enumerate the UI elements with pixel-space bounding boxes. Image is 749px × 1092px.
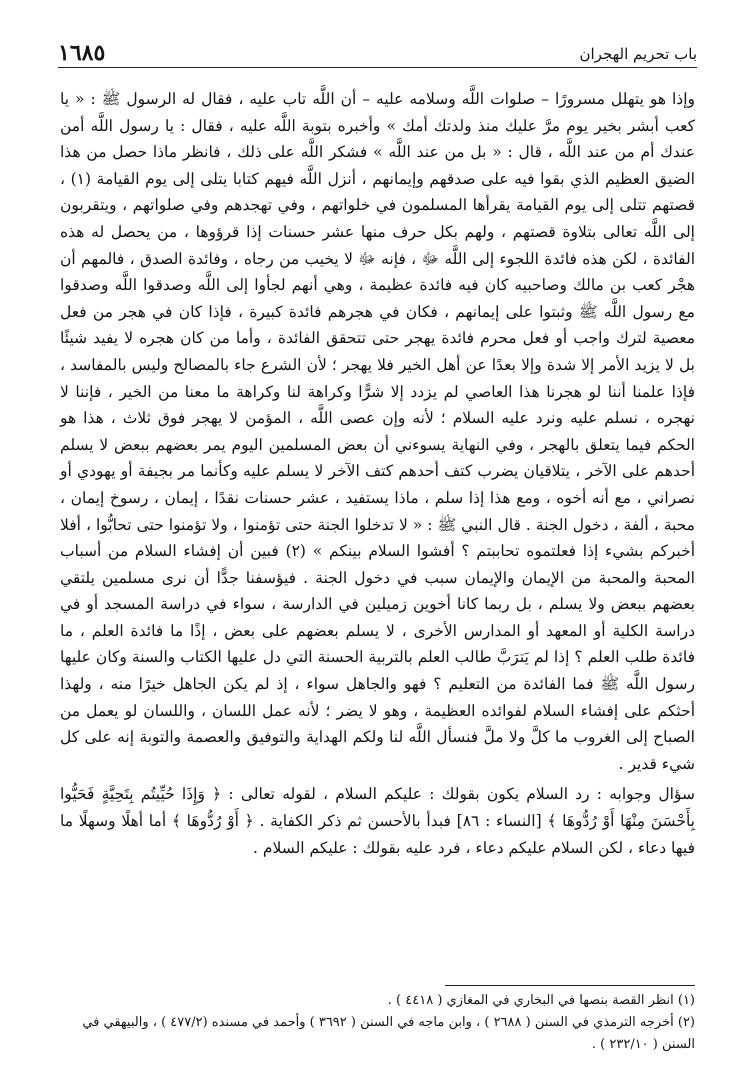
footnotes [60,990,695,1056]
page-header [58,30,697,68]
paragraph-question-answer: سؤال وجوابه : رد السلام يكون بقولك : عليكم السلام ، لقوله تعالى : ﴿ وَإِذَا حُيِّيتُم بِتَحِيَّةٍ فَحَيُّوا بِأَحْسَنَ مِنْهَا أَوْ رُدُّوهَا ﴾ [النساء : ٨٦] فبدأ بالأحسن ثم ذكر الكفاية . ﴿ أَوْ رُدُّوهَا ﴾ أما أهلًا وسهلًا ما فيها دعاء ، لكن السلام عليكم دعاء ، فرد عليه بقولك : عليكم السلام . [60,785,696,857]
footnote-1: (١) انظر القصة بنصها في البخاري في المغازي ( ٤٤١٨ ) . [387,993,695,1008]
paragraph-main: وإذا هو يتهلل مسرورًا – صلوات اللَّه وسلامه عليه – أن اللَّه تاب عليه ، فقال له الرسول ﷺ : « يا كعب أبشر بخير يوم مرَّ عليك منذ ولدتك أمك » وأخبره بتوبة اللَّه عليه ، فقال : يا رسول اللَّه أمن عندك أم من عند اللَّه ، قال : « بل من عند اللَّه » فشكر اللَّه على ذلك ، فانظر ماذا حصل من هذا الضيق العظيم الذي بقوا فيه على صدقهم وإيمانهم ، أنزل اللَّه فيهم كتابا يتلى إلى يوم القيامة (١) ، قصتهم تتلى إلى يوم القيامة يقرأها المسلمون في خلواتهم ، وفي تهجدهم وفي صلواتهم ، ويتقربون إلى اللَّه تعالى بتلاوة قصتهم ، ولهم بكل حرف منها عشر حسنات إذا قرؤوها ، من يحصل له هذه الفائدة ، لكن هذه فائدة اللجوء إلى اللَّه ﷻ ، فإنه ﷻ لا يخيب من رجاه ، وفائدة الصدق ، فالمهم أن هجْر كعب بن مالك وصاحبيه كان فيه فائدة عظيمة ، وهي أنهم لجأوا إلى اللَّه وصدقوا اللَّه وصدقوا مع رسول اللَّه ﷺ وثبتوا على إيمانهم ، فكان في هجرهم فائدة كبيرة ، فإذا كان في هجر من فعل معصية لترك واجب أو فعل محرم فائدة يهجر حتى تتحقق الفائدة ، وأما من كان هجره لا يفيد شيئًا بل لا يزيد الأمر إلا شدة وإلا بعدًا عن أهل الخير فلا يهجر ؛ لأن الشرع جاء بالمصالح وليس بالمفاسد ، فإذا علمنا أننا لو هجرنا هذا العاصي لم يزدد إلا شرًّا وكراهة لنا وكراهة ما معنا من الخير ، فإننا لا نهجره ، نسلم عليه ونرد عليه السلام ؛ لأنه وإن عصى اللَّه ، المؤمن لا يهجر فوق ثلاث ، هذا هو الحكم فيما يتعلق بالهجر ، وفي النهاية يسوءني أن بعض المسلمين اليوم يمر بعضهم ببعض لا يسلم أحدهم على الآخر ، يتلاقيان يضرب كتف أحدهم كتف الآخر لا يسلم عليه وكأنما مر بجيفة أو يهودي أو نصراني ، مع أنه أخوه ، ومع هذا إذا سلم ، ماذا يستفيد ، عشر حسنات نقدًا ، إيمان ، رسوخ إيمان ، محبة ، ألفة ، دخول الجنة . قال النبي ﷺ : « لا تدخلوا الجنة حتى تؤمنوا ، ولا تؤمنوا حتى تحابُّوا ، أفلا أخبركم بشيء إذا فعلتموه تحاببتم ؟ أفشوا السلام بينكم » (٢) فبين أن إفشاء السلام من أسباب المحبة والمحبة من الإيمان والإيمان سبب في دخول الجنة . فيؤسفنا جدًّا أن نرى مسلمين يلتقي بعضهم ببعض ولا يسلم ، بل ربما كانا أخوين زميلين في الدارسة ، سواء في دراسة المسجد أو في دراسة الكلية أو المعهد أو المدارس الأخرى ، لا يسلم بعضهم على بعض ، إذًا ما فائدة العلم ، ما فائدة طلب العلم ؟ إذا لم يَترَبَّ طالب العلم بالتربية الحسنة التي دل عليها الكتاب والسنة وكان عليها رسول اللَّه ﷺ فما الفائدة من التعليم ؟ فهو والجاهل سواء ، إذ لم يكن الجاهل خيرًا منه ، ولهذا أحثكم على إفشاء السلام لفوائده العظيمة ، وهو لا يضر ؛ لأنه عمل اللسان ، واللسان لو يعمل من الصباح إلى الغروب ما كلَّ ولا ملَّ فنسأل اللَّه لنا ولكم الهداية والتوفيق والعصمة والتوبة إنه على كل شيء قدير . [60,90,696,773]
body-text [60,86,695,861]
footnote-separator [445,985,695,986]
running-title: باب تحريم الهجران [579,45,697,63]
footnote-2: (٢) أخرجه الترمذي في السنن ( ٢٦٨٨ ) ، وابن ماجه في السنن ( ٣٦٩٢ ) وأحمد في مسنده (٤٧٧/٢ ) ، والبيهقي في السنن ( ٢٣٢/١٠ ) . [82,1015,695,1052]
header-rule [58,67,697,68]
page-number: ١٦٨٥ [58,40,106,66]
